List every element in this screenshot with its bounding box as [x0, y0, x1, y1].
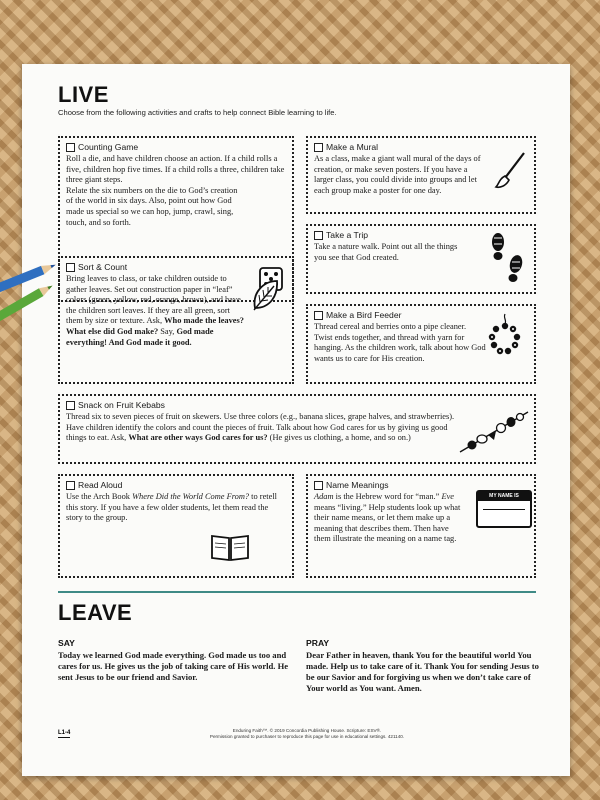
mural-text: As a class, make a giant wall mural of the days of creation, or make seven posters. If you have a larger class, you could divide into groups and let each group make a poster for one day.	[314, 154, 481, 195]
read-aloud-title: Read Aloud	[78, 480, 123, 490]
read-aloud-box	[58, 474, 294, 578]
paintbrush-icon	[494, 150, 528, 190]
sort-count-title: Sort & Count	[78, 262, 128, 272]
read-aloud-text-2: to retell this story. If you have a few older students, let them read the story to the group.	[66, 492, 277, 523]
checkbox[interactable]	[66, 481, 75, 490]
sort-count-text-1: Bring leaves to class, or take children outside to gather leaves. Set out construction paper in “leaf” colors (green, yellow, red, orange, brown), and have the children sort leaves. If they are all green, sort them by size or texture. Ask,	[66, 274, 241, 326]
mural-box	[306, 136, 536, 214]
copyright-line-1: Enduring Faith™. © 2019 Concordia Publishing House. Scripture: ESV®.	[232, 728, 382, 733]
name-tag-icon	[476, 490, 532, 528]
fruit-kebabs-text-1: Thread six to seven pieces of fruit on skewers. Use three colors (e.g., banana slices, grape halves, and strawberries). Have children identify the colors and count the pieces of fruit. Talk about how God cares for us by giving us good things to eat. Ask,	[66, 412, 455, 443]
checkbox[interactable]	[66, 401, 75, 410]
activity-sheet	[22, 64, 570, 776]
section-divider	[58, 591, 536, 593]
copyright-notice	[192, 728, 422, 740]
trip-box	[306, 224, 536, 294]
sort-count-box	[58, 256, 294, 384]
fruit-kebabs-text-2: (He gives us clothing, a home, and so on.)	[269, 433, 411, 443]
checkbox[interactable]	[314, 143, 323, 152]
kebab-icon	[458, 402, 532, 458]
checkbox[interactable]	[66, 143, 75, 152]
sort-count-text-2: Say,	[160, 326, 175, 336]
counting-game-title: Counting Game	[78, 142, 139, 152]
leaf-icon	[250, 278, 280, 312]
name-tag-label: MY NAME IS	[478, 492, 530, 501]
name-meanings-box	[306, 474, 536, 578]
footprints-icon	[486, 228, 530, 290]
mural-title: Make a Mural	[326, 142, 379, 152]
pray-text: Dear Father in heaven, thank You for the beautiful world You made. Help us to take care of it. Thank You for sending Jesus to be our Savior and for forgiving us when we don’t take care of Your world as You want. Amen.	[306, 650, 539, 693]
read-aloud-book-title: Where Did the World Come From?	[132, 492, 250, 501]
page-id: L1-4	[58, 730, 71, 736]
bird-feeder-title: Make a Bird Feeder	[326, 310, 402, 320]
bird-feeder-text: Thread cereal and berries onto a pipe cleaner. Twist ends together, and thread with yarn for hanging. As the children work, talk about how God wants us to care for His creation.	[314, 322, 486, 363]
counting-game-text-1: Roll a die, and have children choose an action. If a child rolls a five, children hop five times. If a child rolls a three, children take three giant steps.	[66, 154, 285, 185]
name-tag-line	[483, 509, 525, 510]
name-meanings-text-1: is the Hebrew word for “man.”	[335, 492, 440, 501]
checkbox[interactable]	[314, 481, 323, 490]
book-icon	[210, 532, 250, 562]
checkbox[interactable]	[314, 311, 323, 320]
say-heading: SAY	[58, 638, 75, 648]
trip-text: Take a nature walk. Point out all the things you see that God created.	[314, 242, 458, 262]
checkbox[interactable]	[314, 231, 323, 240]
pray-heading: PRAY	[306, 638, 330, 648]
name-adam: Adam	[314, 492, 334, 501]
leave-title: LEAVE	[58, 600, 133, 625]
fruit-kebabs-box	[58, 394, 536, 464]
live-title: LIVE	[58, 82, 109, 107]
bead-ring-icon	[486, 312, 524, 358]
bird-feeder-box	[306, 304, 536, 384]
say-text: Today we learned God made everything. God made us too and cares for us. He gives us the job of taking care of His world. He sent Jesus to be our friend and Savior.	[58, 650, 289, 682]
name-eve: Eve	[441, 492, 455, 501]
sort-count-statement: God made everything! And God made it good.	[66, 326, 214, 347]
fruit-kebabs-title: Snack on Fruit Kebabs	[78, 400, 165, 410]
name-meanings-text-2: means “living.” Help students look up what their name means, or let them make up a meaning that describes them. Then have them illustrate the meaning on a name tag.	[314, 502, 461, 544]
live-intro: Choose from the following activities and crafts to help connect Bible learning to life.	[58, 108, 337, 117]
name-meanings-title: Name Meanings	[326, 480, 389, 490]
trip-title: Take a Trip	[326, 230, 369, 240]
read-aloud-text-1: Use the Arch Book	[66, 492, 130, 501]
sort-count-question: Who made the leaves? What else did God make?	[66, 316, 244, 336]
colored-pencils	[0, 250, 80, 330]
fruit-kebabs-question: What are other ways God cares for us?	[128, 433, 268, 443]
copyright-line-2: Permission granted to purchaser to reproduce this page for use in educational settings. 421140.	[209, 734, 405, 739]
counting-game-text-2: Relate the six numbers on the die to God’s creation of the world in six days. Also, point out how God made us special so we can hop, jump, crawl, sing, touch, and so forth.	[66, 185, 238, 227]
